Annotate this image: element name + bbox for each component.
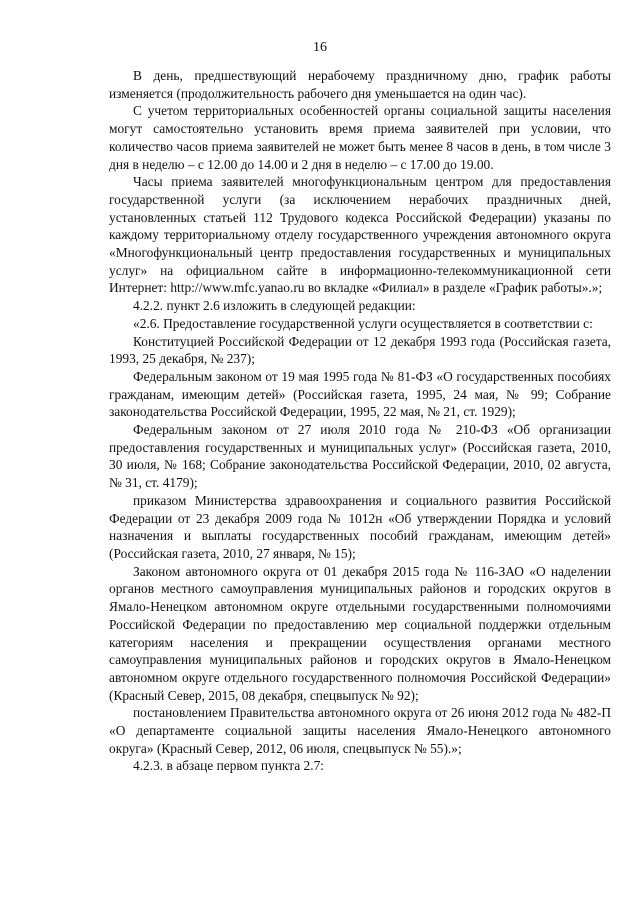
- paragraph-resolution-482-p: постановлением Правительства автономного округа от 26 июня 2012 года № 482-П «О департаменте социальной защиты населения Ямало-Ненецкого автономного округа» (Красный Север, 2012, 06 июля, спецвыпуск № 55).»;: [109, 705, 611, 756]
- paragraph-reception-hours: С учетом территориальных особенностей органы социальной защиты населения могут самостоятельно установить время приема заявителей при условии, что количество часов приема заявителей не может быть менее 8 часов в день, в том числе 3 дня в неделю – с 12.00 до 14.00 и 2 дня в неделю – с 17.00 до 19.00.: [109, 103, 611, 172]
- paragraph-item-4-2-2: 4.2.2. пункт 2.6 изложить в следующей редакции:: [133, 298, 416, 314]
- paragraph-law-116-zao: Законом автономного округа от 01 декабря 2015 года № 116-ЗАО «О наделении органов местного самоуправления муниципальных районов и городских округов в Ямало-Ненецком автономном округе отдельными государственными полномочиями Российской Федерации по предоставлению мер социальной поддержки отдельным категориям населения и прекращении осуществления органами местного самоуправления муниципальных районов и городских округов в Ямало-Ненецком автономном округе отдельного государственного полномочия Российской Федерации» (Красный Север, 2015, 08 декабря, спецвыпуск № 92);: [109, 563, 611, 703]
- paragraph-item-4-2-3: 4.2.3. в абзаце первом пункта 2.7:: [133, 758, 325, 774]
- document-body: [109, 67, 611, 775]
- paragraph-mfc-hours: Часы приема заявителей многофункциональным центром для предоставления государственной услуги (за исключением нерабочих праздничных дней, установленных статьей 112 Трудового кодекса Российской Федерации) указаны по каждому территориальному отделу государственного учреждения автономного округа «Многофункциональный центр предоставления государственных и муниципальных услуг» на официальном сайте в информационно-телекоммуникационной сети Интернет: http://www.mfc.yanao.ru во вкладке «Филиал» в разделе «График работы».»;: [109, 174, 611, 296]
- paragraph-item-2-6: «2.6. Предоставление государственной услуги осуществляется в соответствии с:: [133, 315, 593, 331]
- paragraph-constitution: Конституцией Российской Федерации от 12 декабря 1993 года (Российская газета, 1993, 25 декабря, № 237);: [109, 333, 611, 367]
- paragraph-law-81-fz: Федеральным законом от 19 мая 1995 года № 81-ФЗ «О государственных пособиях гражданам, имеющим детей» (Российская газета, 1995, 24 мая, № 99; Собрание законодательства Российской Федерации, 1995, 22 мая, № 21, ст. 1929);: [109, 368, 611, 420]
- paragraph-order-1012n: приказом Министерства здравоохранения и социального развития Российской Федерации от 23 декабря 2009 года № 1012н «Об утверждении Порядка и условий назначения и выплаты государственных пособий гражданам, имеющим детей» (Российская газета, 2010, 27 января, № 15);: [109, 492, 611, 561]
- page-number: 16: [313, 40, 327, 55]
- paragraph-law-210-fz: Федеральным законом от 27 июля 2010 года № 210-ФЗ «Об организации предоставления государственных и муниципальных услуг» (Российская газета, 2010, 30 июля, № 168; Собрание законодательства Российской Федерации, 2010, 02 августа, № 31, ст. 4179);: [109, 422, 611, 491]
- paragraph-holiday-schedule: В день, предшествующий нерабочему праздничному дню, график работы изменяется (продолжительность рабочего дня уменьшается на один час).: [109, 68, 611, 101]
